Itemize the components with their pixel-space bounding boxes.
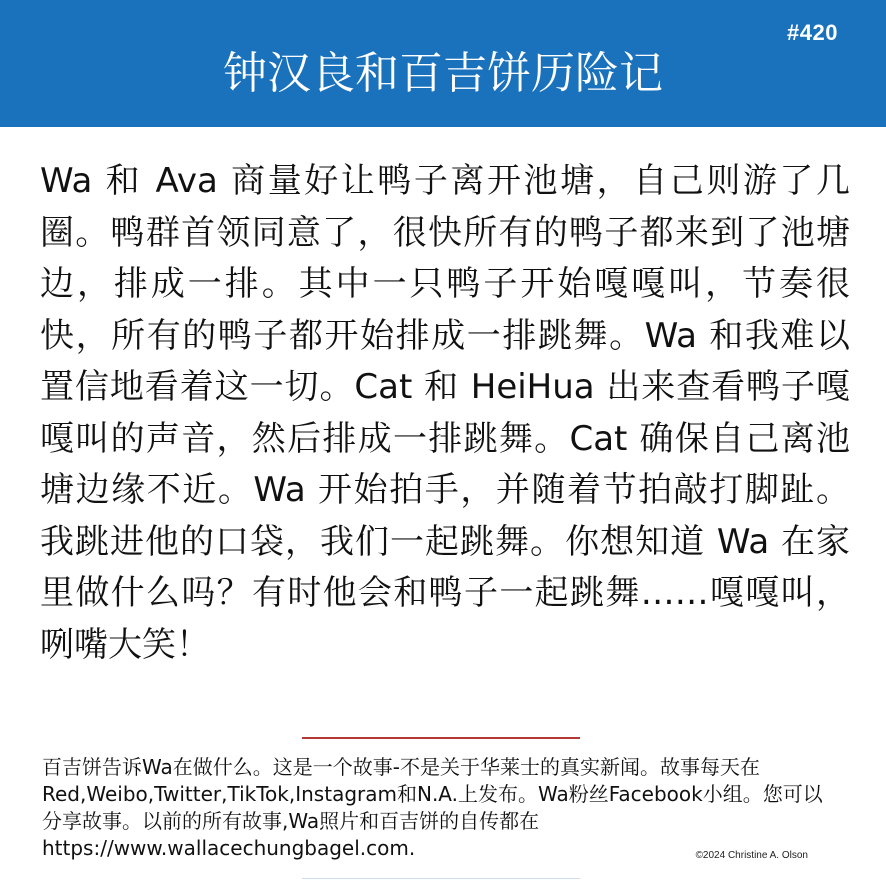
bottom-divider (302, 878, 580, 879)
website-link[interactable]: https://www.wallacechungbagel.com. (42, 836, 416, 860)
divider-line (302, 737, 580, 739)
copyright-notice: ©2024 Christine A. Olson (695, 850, 808, 861)
footer-description: 百吉饼告诉Wa在做什么。这是一个故事-不是关于华莱士的真实新闻。故事每天在Red,Weibo,Twitter,TikTok,Instagram和N.A.上发布。Wa粉丝Facebook小组。您可以分享故事。以前的所有故事,Wa照片和百吉饼的自传都在 (42, 755, 823, 833)
episode-number: #420 (787, 20, 838, 45)
header-banner (0, 0, 886, 127)
footer-text (42, 754, 842, 862)
story-text: Wa 和 Ava 商量好让鸭子离开池塘，自己则游了几圈。鸭群首领同意了，很快所有的鸭子都来到了池塘边，排成一排。其中一只鸭子开始嘎嘎叫，节奏很快，所有的鸭子都开始排成一排跳舞。Wa 和我难以置信地看着这一切。Cat 和 HeiHua 出来查看鸭子嘎嘎叫的声音，然后排成一排跳舞。Cat 确保自己离池塘边缘不近。Wa 开始拍手，并随着节拍敲打脚趾。我跳进他的口袋，我们一起跳舞。你想知道 Wa 在家里做什么吗？有时他会和鸭子一起跳舞……嘎嘎叫，咧嘴大笑！ (40, 161, 850, 665)
page-title: 钟汉良和百吉饼历险记 (223, 48, 663, 99)
